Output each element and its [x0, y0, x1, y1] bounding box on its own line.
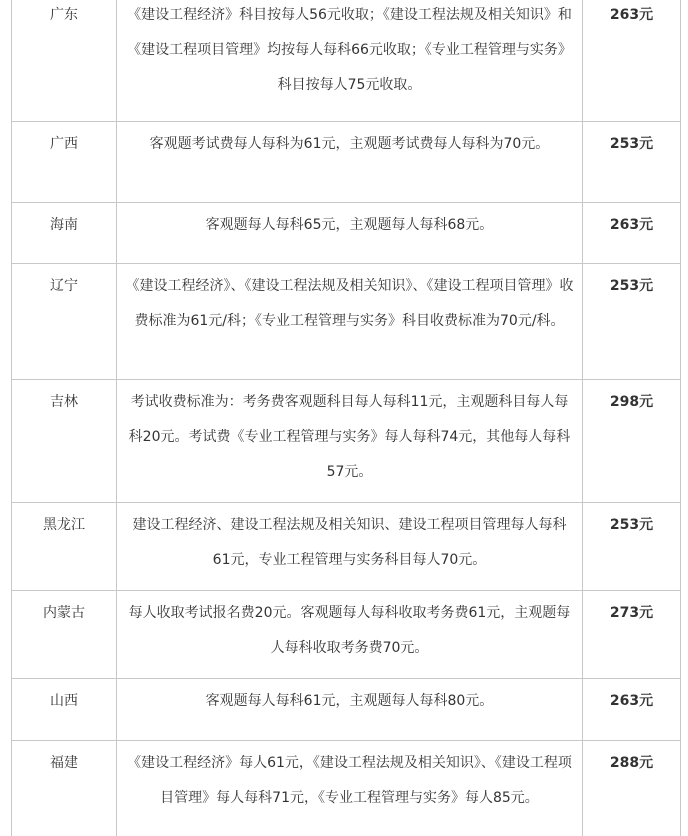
total-fee-cell: 273元 [583, 591, 681, 679]
exam-fee-table [11, 0, 681, 836]
table-row [12, 0, 681, 122]
total-fee-cell: 298元 [583, 380, 681, 503]
total-fee-cell: 263元 [583, 0, 681, 122]
fee-description-cell: 《建设工程经济》科目按每人56元收取；《建设工程法规及相关知识》和《建设工程项目管理》均按每人每科66元收取；《专业工程管理与实务》科目按每人75元收取。 [117, 0, 583, 122]
table-row [12, 203, 681, 264]
region-cell: 吉林 [12, 380, 117, 503]
region-cell: 广西 [12, 122, 117, 203]
region-cell: 山西 [12, 679, 117, 741]
fee-description-cell: 客观题考试费每人每科为61元，主观题考试费每人每科为70元。 [117, 122, 583, 203]
region-cell: 黑龙江 [12, 503, 117, 591]
fee-description-cell: 《建设工程经济》每人61元，《建设工程法规及相关知识》、《建设工程项目管理》每人每科71元，《专业工程管理与实务》每人85元。 [117, 741, 583, 836]
total-fee-cell: 253元 [583, 503, 681, 591]
region-cell: 福建 [12, 741, 117, 836]
fee-description-cell: 考试收费标准为：考务费客观题科目每人每科11元，主观题科目每人每科20元。考试费《专业工程管理与实务》每人每科74元，其他每人每科57元。 [117, 380, 583, 503]
table-row [12, 264, 681, 380]
total-fee-cell: 288元 [583, 741, 681, 836]
fee-description-cell: 每人收取考试报名费20元。客观题每人每科收取考务费61元，主观题每人每科收取考务费70元。 [117, 591, 583, 679]
total-fee-cell: 263元 [583, 203, 681, 264]
region-cell: 辽宁 [12, 264, 117, 380]
table-row [12, 122, 681, 203]
table-row [12, 741, 681, 836]
total-fee-cell: 253元 [583, 122, 681, 203]
table-row [12, 591, 681, 679]
table-row [12, 380, 681, 503]
total-fee-cell: 263元 [583, 679, 681, 741]
region-cell: 海南 [12, 203, 117, 264]
fee-description-cell: 客观题每人每科61元，主观题每人每科80元。 [117, 679, 583, 741]
total-fee-cell: 253元 [583, 264, 681, 380]
fee-description-cell: 建设工程经济、建设工程法规及相关知识、建设工程项目管理每人每科61元，专业工程管理与实务科目每人70元。 [117, 503, 583, 591]
fee-table-body [12, 0, 681, 836]
table-row [12, 503, 681, 591]
region-cell: 广东 [12, 0, 117, 122]
fee-description-cell: 《建设工程经济》、《建设工程法规及相关知识》、《建设工程项目管理》收费标准为61元/科；《专业工程管理与实务》科目收费标准为70元/科。 [117, 264, 583, 380]
region-cell: 内蒙古 [12, 591, 117, 679]
table-row [12, 679, 681, 741]
fee-description-cell: 客观题每人每科65元，主观题每人每科68元。 [117, 203, 583, 264]
